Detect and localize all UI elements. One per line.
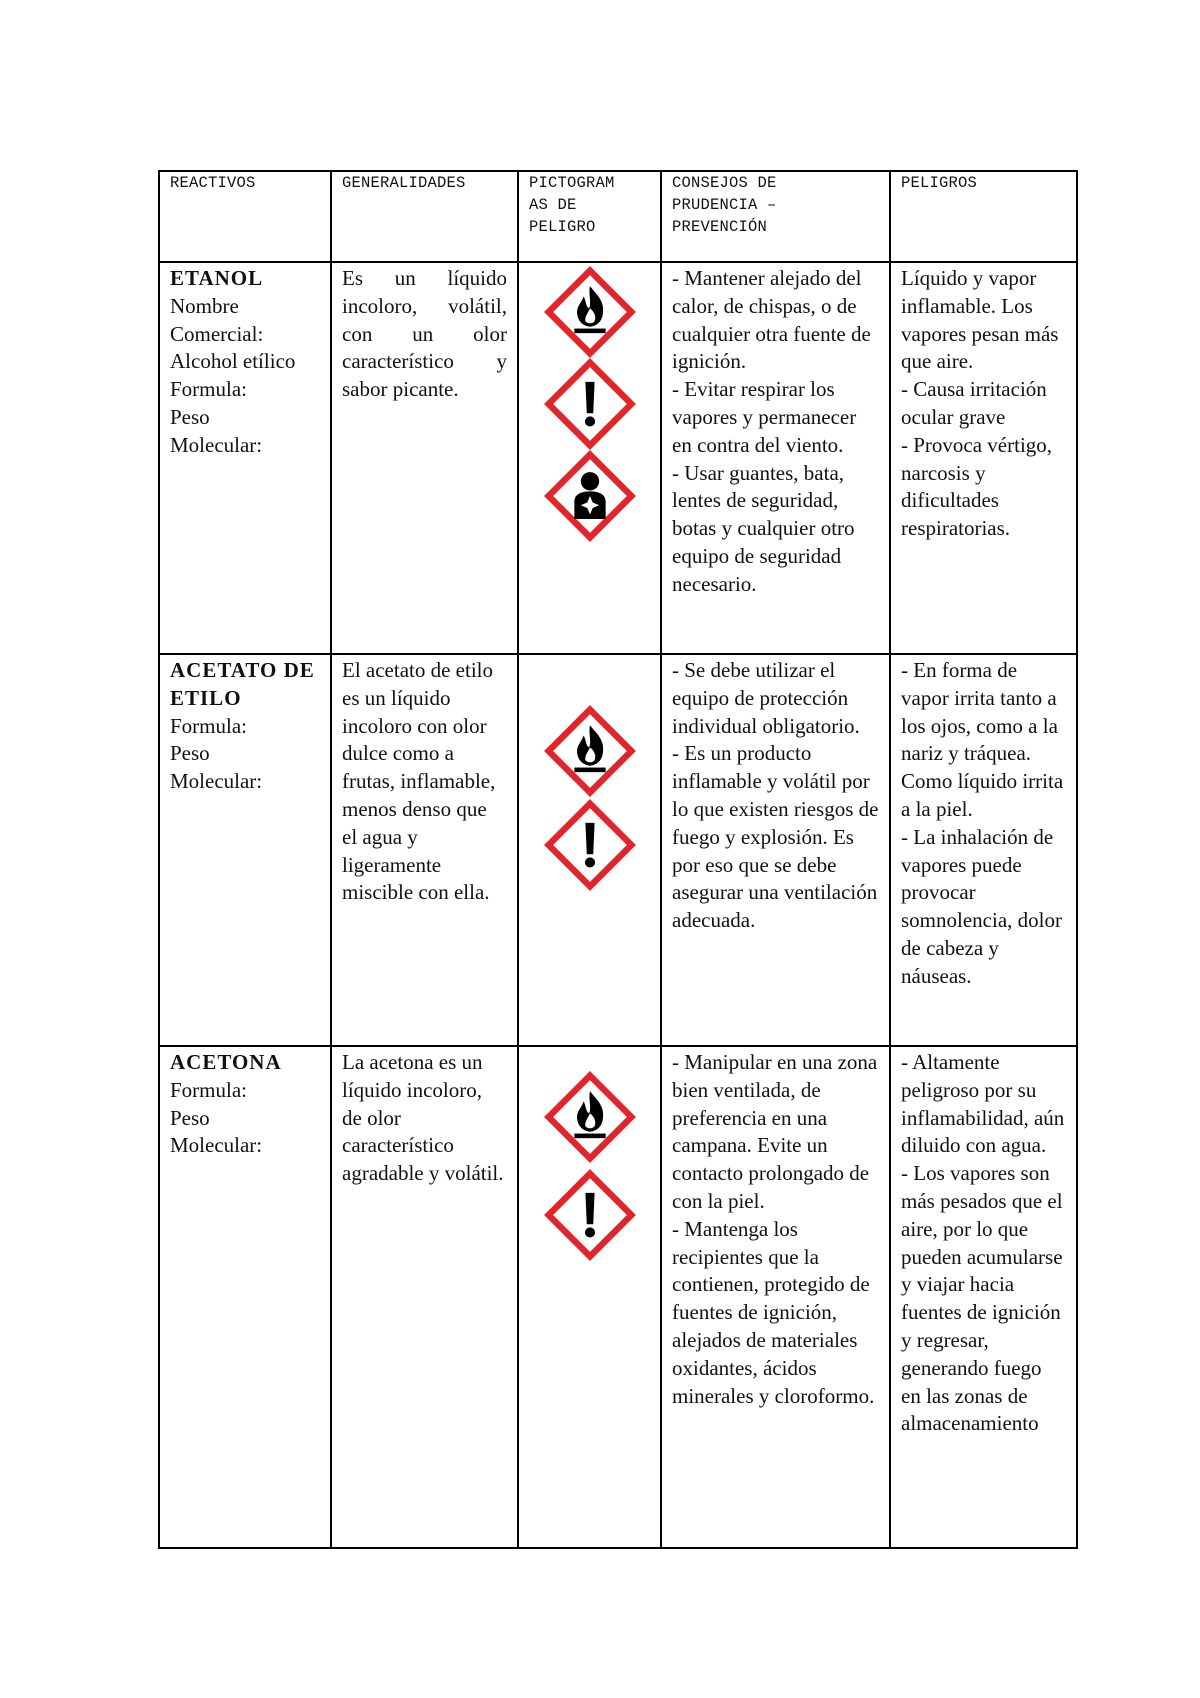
- peligro-item: Líquido y vapor inflamable. Los vapores pesan más que aire.: [901, 266, 1059, 374]
- reactivo-detail: Comercial:: [170, 321, 264, 346]
- reactivo-detail: Peso: [170, 741, 210, 766]
- pictogram-cell: [518, 654, 661, 1046]
- reactivo-detail: Nombre: [170, 293, 239, 318]
- consejo-item: - Usar guantes, bata, lentes de seguridad, botas y cualquier otro equipo de seguridad necesario.: [672, 460, 855, 596]
- consejo-item: - Mantener alejado del calor, de chispas, o de cualquier otra fuente de ignición.: [672, 266, 871, 374]
- flame-icon: [544, 266, 636, 358]
- generalidades-cell: [331, 262, 518, 654]
- generalidades-cell: [331, 1046, 518, 1548]
- generalidades-text: Es un líquido incoloro, volátil, con un olor característico y sabor picante.: [342, 266, 507, 402]
- exclamation-icon: [544, 1169, 636, 1261]
- pictogram-cell: [518, 1046, 661, 1548]
- exclamation-icon: [544, 358, 636, 450]
- reactivo-name: ETANOL: [170, 266, 264, 290]
- consejos-cell: [661, 262, 890, 654]
- consejo-item: - Manipular en una zona bien ventilada, de preferencia en una campana. Evite un contacto prolongado de con la piel.: [672, 1050, 878, 1213]
- header-consejos: CONSEJOS DE PRUDENCIA – PREVENCIÓN: [661, 171, 890, 262]
- consejo-item: - Evitar respirar los vapores y permanecer en contra del viento.: [672, 377, 857, 457]
- reactivo-detail: Molecular:: [170, 769, 263, 794]
- peligro-item: - La inhalación de vapores puede provocar somnolencia, dolor de cabeza y náuseas.: [901, 824, 1062, 988]
- reactivo-name: ACETATO DE ETILO: [170, 658, 315, 710]
- peligro-item: - Altamente peligroso por su inflamabilidad, aún diluido con agua.: [901, 1050, 1065, 1158]
- reactivo-detail: Formula:: [170, 1077, 247, 1102]
- flame-icon: [544, 705, 636, 797]
- peligro-item: - En forma de vapor irrita tanto a los ojos, como a la nariz y tráquea. Como líquido irrita a la piel.: [901, 658, 1064, 821]
- peligros-cell: [890, 262, 1077, 654]
- consejo-item: - Se debe utilizar el equipo de protección individual obligatorio.: [672, 658, 860, 738]
- peligros-cell: [890, 1046, 1077, 1548]
- header-generalidades: GENERALIDADES: [331, 171, 518, 262]
- generalidades-cell: [331, 654, 518, 1046]
- consejos-cell: [661, 1046, 890, 1548]
- peligro-item: - Causa irritación ocular grave: [901, 377, 1047, 429]
- reactivo-detail: Formula:: [170, 377, 247, 402]
- consejo-item: - Mantenga los recipientes que la contienen, protegido de fuentes de ignición, alejados de materiales oxidantes, ácidos minerales y cloroformo.: [672, 1216, 875, 1408]
- generalidades-text: La acetona es un líquido incoloro, de olor característico agradable y volátil.: [342, 1050, 504, 1186]
- reactivo-cell: [159, 654, 331, 1046]
- reactivo-cell: [159, 262, 331, 654]
- table-row-acetato: [159, 654, 1077, 1046]
- peligro-item: - Provoca vértigo, narcosis y dificultades respiratorias.: [901, 432, 1053, 541]
- consejo-item: - Es un producto inflamable y volátil por lo que existen riesgos de fuego y explosión. Es por eso que se debe asegurar una ventilación adecuada.: [672, 741, 879, 933]
- exclamation-icon: [544, 799, 636, 891]
- table-row-etanol: [159, 262, 1077, 654]
- generalidades-text: El acetato de etilo es un líquido incoloro con olor dulce como a frutas, inflamable, menos denso que el agua y ligeramente miscible con ella.: [342, 658, 496, 905]
- reactivo-detail: Molecular:: [170, 1133, 263, 1158]
- reactivo-detail: Peso: [170, 1105, 210, 1130]
- table-row-acetona: [159, 1046, 1077, 1548]
- header-pictogramas: PICTOGRAM AS DE PELIGRO: [518, 171, 661, 262]
- peligros-cell: [890, 654, 1077, 1046]
- reactivo-cell: [159, 1046, 331, 1548]
- reactivo-detail: Molecular:: [170, 432, 263, 457]
- flame-icon: [544, 1071, 636, 1163]
- consejos-cell: [661, 654, 890, 1046]
- header-peligros: PELIGROS: [890, 171, 1077, 262]
- health-hazard-icon: [544, 450, 636, 542]
- hazard-table: [158, 170, 1078, 1549]
- header-row: [159, 171, 1077, 262]
- reactivo-detail: Peso: [170, 404, 210, 429]
- reactivo-name: ACETONA: [170, 1050, 282, 1074]
- reactivo-detail: Formula:: [170, 713, 247, 738]
- pictogram-cell: [518, 262, 661, 654]
- peligro-item: - Los vapores son más pesados que el aire, por lo que pueden acumularse y viajar hacia fuentes de ignición y regresar, generando fuego en las zonas de almacenamiento: [901, 1161, 1063, 1436]
- reactivo-detail: Alcohol etílico: [170, 349, 296, 374]
- header-reactivos: REACTIVOS: [159, 171, 331, 262]
